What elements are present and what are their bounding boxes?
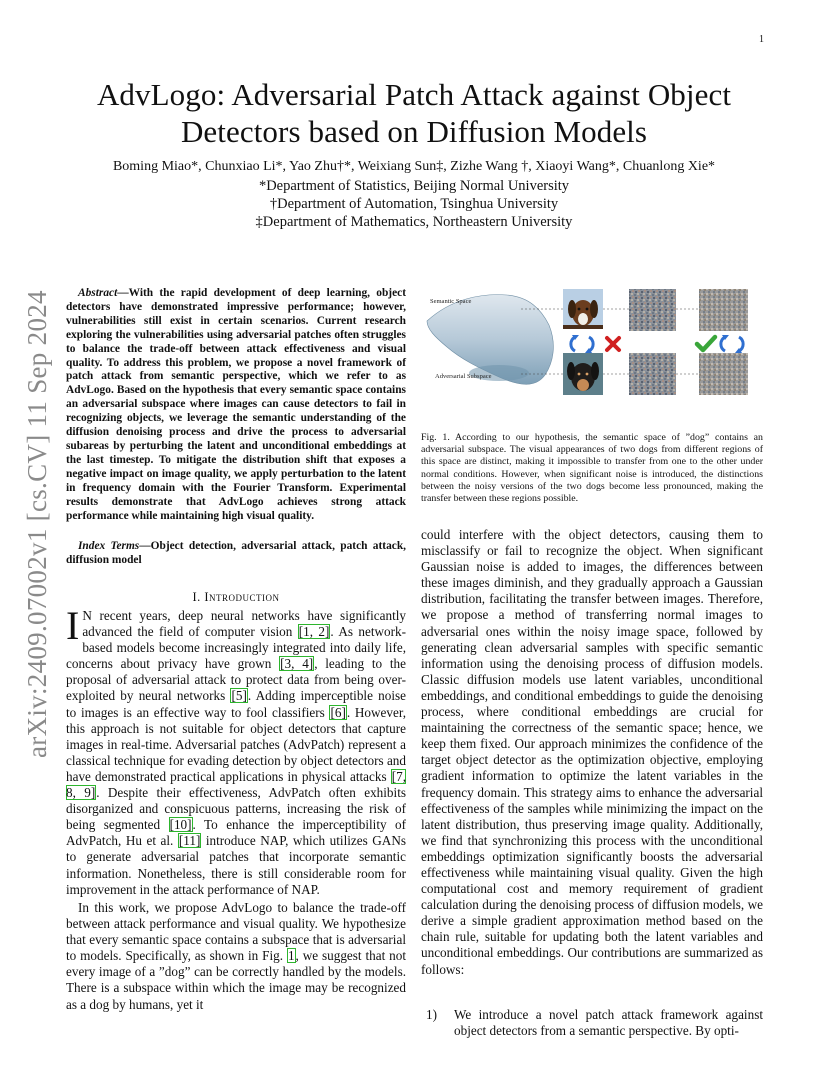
cycle-arrows-icon	[721, 335, 743, 353]
citation-link[interactable]: [11]	[178, 833, 201, 849]
intro-text: introduce NAP, which utilizes GANs to generate adversarial patches that incorporate semantic information. Nonetheless, there is still considerable room for improvement in the attack performance of NAP.	[66, 833, 406, 897]
abstract-text: —With the rapid development of deep learning, object detectors have demonstrated impressive performance; however, vulnerabilities still exist in certain scenarios. Current research exploring the vulnerabilities using adversarial patches often struggles to balance the trade-off between attack effectiveness and visual quality. To address this problem, we propose a novel framework of patch attack from semantic perspective, which we refer to as AdvLogo. Based on the hypothesis that every semantic space contains an adversarial subspace where images can cause detectors to fail in recognizing objects, we leverage the semantic understanding of the diffusion denoising process and drive the process to adversarial subareas by perturbing the latent and unconditional embeddings at the last timestep. To mitigate the distribution shift that exposes a negative impact on image quality, we apply perturbation to the latent in frequency domain with the Fourier Transform. Experimental results demonstrate that AdvLogo achieves strong attack performance while maintaining high visual quality.	[66, 287, 406, 522]
intro-text: In this work, we propose AdvLogo to balance the trade-off between attack performance and visual quality. We hypothesize that every semantic space contains a subspace that is adversarial to models. Specifically, as shown in Fig.	[66, 900, 406, 964]
intro-text: . Adding imperceptible noise to images is an effective way to fool classifiers	[66, 688, 407, 720]
intro-text: , leading to the proposal of adversarial attack to protect data from being over-exploited by neural networks	[66, 656, 406, 704]
section-heading-introduction: I. Introduction	[192, 590, 280, 604]
paper-title: AdvLogo: Adversarial Patch Attack against Object Detectors based on Diffusion Models	[96, 77, 732, 149]
intro-text: . As network-based models become increasingly integrated into daily life, concerns about privacy have grown	[66, 624, 406, 672]
intro-text: . However, this approach is not suitable for object detectors that capture images in real-time. Adversarial patches (AdvPatch) represent a classical technique for evading detection by object detectors and have demonstrated practical applications in physical attacks	[66, 704, 406, 784]
citation-link[interactable]: [7, 8, 9]	[66, 768, 406, 801]
list-number: 1)	[426, 1007, 437, 1022]
affiliation-mathematics: ‡Department of Mathematics, Northeastern University	[255, 214, 573, 230]
citation-link[interactable]: [10]	[169, 817, 192, 833]
contribution-list-item-1	[426, 1007, 763, 1039]
dog-image-top	[563, 289, 603, 329]
intro-text: . Despite their effectiveness, AdvPatch often exhibits disorganized and conspicuous patterns, increasing the risk of being segmented	[66, 785, 406, 833]
right-column-paragraph: could interfere with the object detectors, causing them to misclassify or fail to recognize the object. When significant Gaussian noise is added to images, the differences between these images diminish, and they gradually approach a Gaussian distribution, facilitating the transfer between images. Therefore, we propose a method of transferring normal images to adversarial ones within the noisy image space, followed by generating clean adversarial samples with specific semantic information using the denoising process of diffusion models. Classic diffusion models use latent variables, unconditional embeddings, and conditional embeddings to guide the denoising process, where conditional embeddings are crucial for maintaining the correctness of the semantic space; hence, we keep them fixed. Our approach minimizes the confidence of the target object detector as the optimization objective, employing gradient information to optimize the latent variables in the frequency domain. This strategy aims to enhance the adversarial effectiveness of the samples while minimizing the impact on the latent distribution, thus preserving image quality. Additionally, we find that synchronizing this process with the unconditional embeddings optimization significantly boosts the adversarial effectiveness while maintaining visual quality. Given the high computational cost and memory requirement of gradient calculation during the denoising process of diffusion models, we derive a simple gradient approximation method based on the chain rule, suitable for updating both the latent variables and unconditional embeddings. Our contributions are summarized as follows:	[421, 527, 763, 977]
intro-paragraph-2	[66, 900, 406, 1013]
list-item-text: We introduce a novel patch attack framework against object detectors from a semantic perspective. By opti-	[454, 1007, 763, 1039]
arxiv-identifier: arXiv:2409.07002v1 [cs.CV] 11 Sep 2024	[22, 290, 52, 758]
citation-link[interactable]: [1, 2]	[298, 624, 330, 640]
noisy-dog-image-bottom	[629, 353, 676, 395]
heavy-noise-image-top	[699, 289, 748, 331]
intro-paragraph-1	[66, 603, 407, 898]
intro-text: . To enhance the imperceptibility of AdvPatch, Hu et al.	[66, 817, 406, 849]
cross-icon	[607, 338, 619, 350]
heavy-noise-image-bottom	[699, 353, 748, 395]
author-list: Boming Miao*, Chunxiao Li*, Yao Zhu†*, Weixiang Sun‡, Zizhe Wang †, Xiaoyi Wang*, Chuanlong Xie*	[112, 159, 716, 174]
figure-1-caption: Fig. 1. According to our hypothesis, the semantic space of ”dog” contains an adversarial subspace. The visual appearances of two dogs from different regions of this space are distinct, making it impossible to transfer from one to the other under normal conditions. However, when significant noise is introduced, the distinctions between the noisy versions of the two dogs become less pronounced, making the transfer between these regions possible.	[421, 432, 763, 505]
noisy-dog-image-top	[629, 289, 676, 331]
abstract-label: Abstract	[78, 287, 118, 299]
intro-text: N recent years, deep neural networks have significantly advanced the field of computer vision	[82, 608, 406, 640]
abstract	[66, 287, 406, 523]
intro-text: , we suggest that not every image of a ”dog” can be correctly handled by the models. There is a subspace within which the image may be recognized as a dog by humans, yet it	[66, 948, 406, 1012]
citation-link[interactable]: [5]	[231, 688, 247, 704]
cycle-arrows-icon	[571, 335, 593, 353]
citation-link[interactable]: [6]	[330, 704, 346, 720]
figure-1	[421, 281, 763, 419]
figure-reference-link[interactable]: 1	[287, 948, 295, 964]
adversarial-subspace-label: Adversarial Subspace	[435, 373, 492, 380]
dog-image-bottom	[563, 353, 603, 395]
affiliation-automation: †Department of Automation, Tsinghua University	[269, 196, 559, 212]
page-number: 1	[759, 34, 764, 45]
citation-link[interactable]: [3, 4]	[280, 656, 314, 672]
index-terms-text: —Object detection, adversarial attack, patch attack, diffusion model	[66, 540, 407, 566]
index-terms-label: Index Terms	[78, 540, 140, 552]
affiliation-statistics: *Department of Statistics, Beijing Normal University	[258, 178, 570, 194]
semantic-space-label: Semantic Space	[430, 298, 472, 305]
drop-cap: I	[66, 603, 80, 648]
check-icon	[697, 337, 715, 350]
index-terms	[66, 539, 406, 567]
